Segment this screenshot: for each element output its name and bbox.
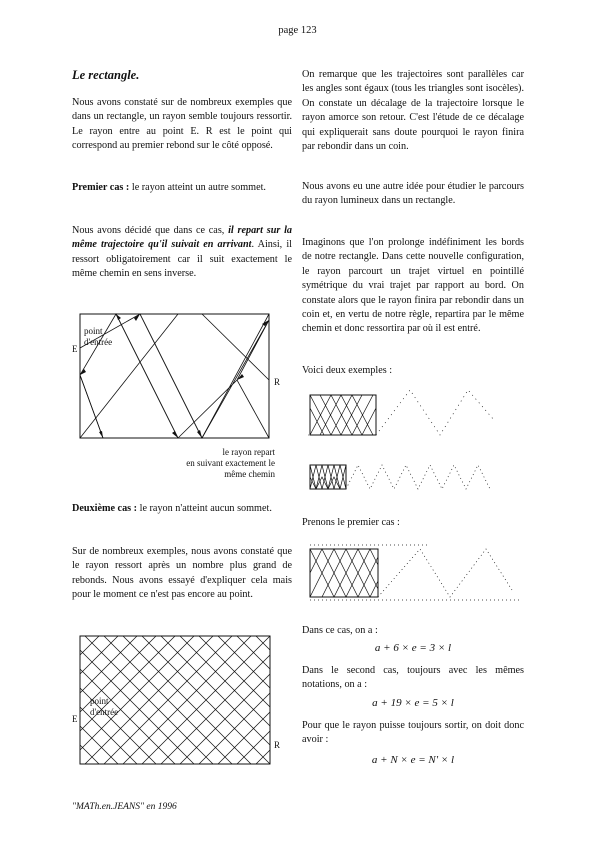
rule-text-a: Nous avons décidé que dans ce cas,	[72, 225, 229, 236]
page-number: page 123	[278, 25, 317, 36]
case2-explanation: Sur de nombreux exemples, nous avons constaté que le rayon ressort après un nombre plus grand de rebonds. Nous avons essayé d'expliquer cela mais pour le moment ce n'est pas encore au point.	[72, 546, 292, 601]
right-paragraph-condition: Pour que le rayon puisse toujours sortir, on doit donc avoir :	[302, 720, 524, 746]
case2-label: Deuxième cas :	[72, 503, 138, 514]
fig2-entry-label: point d'entrée	[90, 696, 119, 717]
right-paragraph-examples: Voici deux exemples :	[302, 365, 393, 376]
right-paragraph-1: On remarque que les trajectoires sont parallèles car les angles sont égaux (tous les triangles sont isocèles). On constate un décalage de la trajectoire lorsque le rayon amorce son retour. C'est l'étude de ce décalage qui expliquerait sans doute pourquoi le rayon finira par rebondir dans un coin.	[302, 69, 524, 153]
fig2-E-label: E	[72, 714, 78, 724]
right-paragraph-case-eq: Dans ce cas, on a :	[302, 625, 378, 636]
right-paragraph-second-case: Dans le second cas, toujours avec les mêmes notations, on a :	[302, 665, 524, 691]
case1-label: Premier cas :	[72, 182, 130, 193]
footer-source: "MATh.en.JEANS" en 1996	[72, 802, 177, 812]
fig1-entry-label: point d'entrée	[84, 326, 113, 347]
rule-text-c: . Ainsi, il ressort obligatoirement car il suit exactement le même chemin en sens inverse.	[72, 239, 292, 280]
case2-text: le rayon n'atteint aucun sommet.	[137, 503, 272, 514]
fig2-R-label: R	[274, 740, 281, 750]
intro-paragraph: Nous avons constaté sur de nombreux exemples que dans un rectangle, un rayon semble toujours ressortir. Le rayon entre au point E. R est le point qui correspond au premier rebond sur le côté opposé.	[72, 97, 292, 152]
equation-1: a + 6 × e = 3 × l	[374, 642, 452, 654]
right-paragraph-first-case: Prenons le premier cas :	[302, 517, 400, 528]
fig1-R-label: R	[274, 377, 281, 387]
fig1-E-label: E	[72, 344, 78, 354]
right-paragraph-3: Imaginons que l'on prolonge indéfiniment les bords de notre rectangle. Dans cette nouvelle configuration, le rayon parcourt un trajet virtuel en pointillé symétrique du vrai trajet par rapport au bord. On constate alors que le rayon finira par rebondir dans un coin et, en vertu de notre règle, repartira par le même chemin et donc ressortira par où il est entré.	[302, 237, 524, 335]
fig1-caption: le rayon repart en suivant exactement le même chemin	[186, 447, 275, 479]
rule-text-emph: il repart sur la même trajectoire qu'il suivait en arrivant	[72, 225, 292, 251]
equation-2: a + 19 × e = 5 × l	[372, 697, 454, 709]
equation-3: a + N × e = N' × l	[371, 754, 455, 766]
section-title: Le rectangle.	[72, 68, 140, 82]
right-paragraph-2: Nous avons eu une autre idée pour étudier le parcours du rayon lumineux dans un rectangle.	[302, 181, 524, 207]
case1-text: le rayon atteint un autre sommet.	[129, 182, 266, 193]
